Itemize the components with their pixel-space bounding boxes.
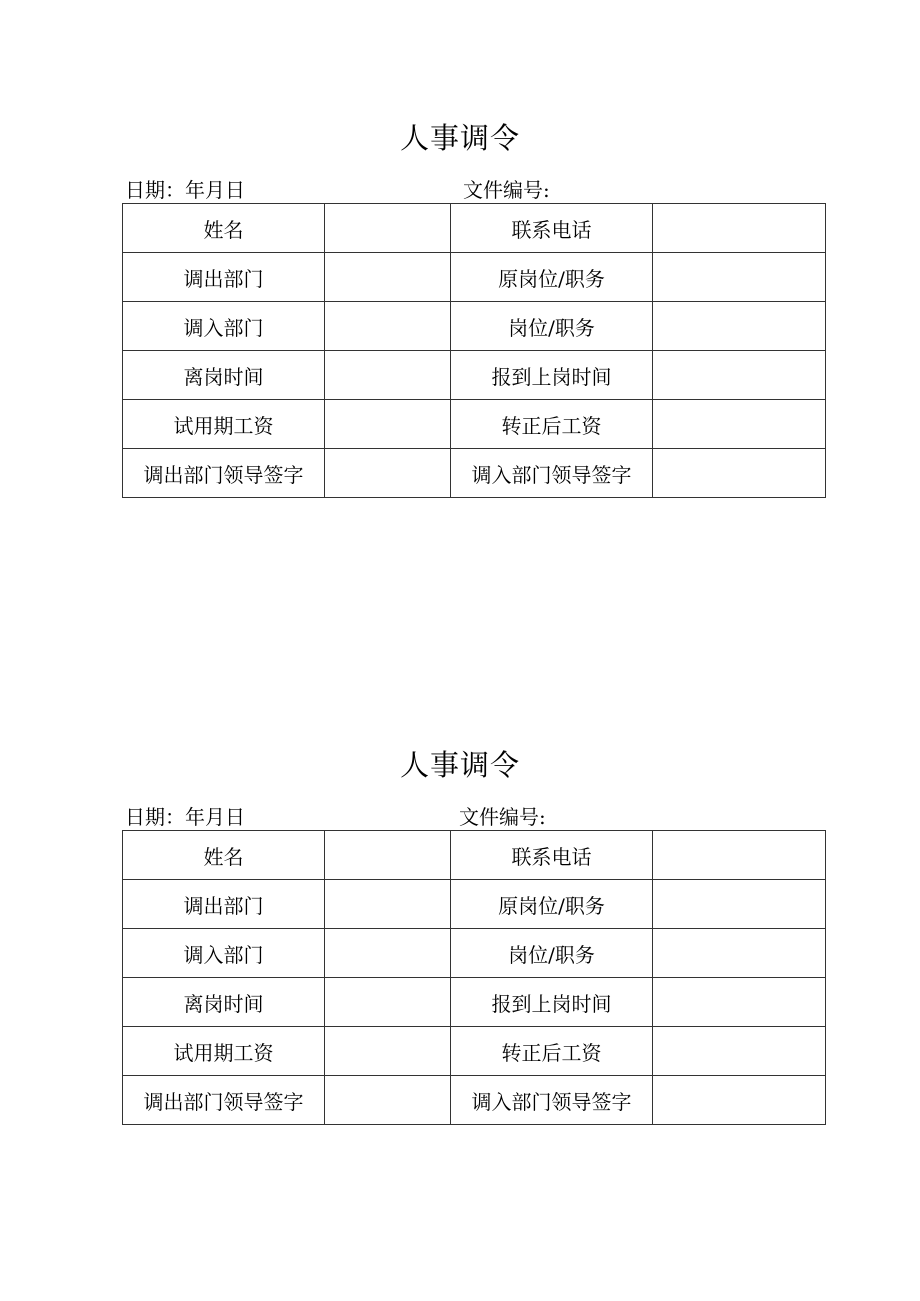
- to-leader-signature-field[interactable]: [653, 449, 826, 498]
- report-time-label: 报到上岗时间: [451, 351, 653, 400]
- original-position-label: 原岗位/职务: [451, 253, 653, 302]
- table-row: [123, 929, 826, 978]
- probation-salary-label: 试用期工资: [123, 400, 325, 449]
- regular-salary-label: 转正后工资: [451, 1027, 653, 1076]
- original-position-field[interactable]: [653, 253, 826, 302]
- to-department-label: 调入部门: [123, 302, 325, 351]
- table-row: [123, 351, 826, 400]
- document-number-label: 文件编号:: [459, 805, 546, 829]
- from-leader-signature-label: 调出部门领导签字: [123, 1076, 325, 1125]
- table-row: [123, 302, 826, 351]
- from-department-label: 调出部门: [123, 253, 325, 302]
- table-row: [123, 253, 826, 302]
- to-department-field[interactable]: [325, 302, 451, 351]
- from-department-label: 调出部门: [123, 880, 325, 929]
- name-field[interactable]: [325, 204, 451, 253]
- to-leader-signature-label: 调入部门领导签字: [451, 449, 653, 498]
- table-row: [123, 831, 826, 880]
- to-department-label: 调入部门: [123, 929, 325, 978]
- probation-salary-field[interactable]: [325, 400, 451, 449]
- probation-salary-field[interactable]: [325, 1027, 451, 1076]
- table-row: [123, 1076, 826, 1125]
- to-leader-signature-field[interactable]: [653, 1076, 826, 1125]
- document-number-label: 文件编号:: [463, 178, 550, 202]
- regular-salary-field[interactable]: [653, 1027, 826, 1076]
- transfer-table: [122, 830, 826, 1125]
- to-department-field[interactable]: [325, 929, 451, 978]
- original-position-label: 原岗位/职务: [451, 880, 653, 929]
- form-title: 人事调令: [399, 748, 520, 782]
- phone-label: 联系电话: [451, 831, 653, 880]
- leave-time-field[interactable]: [325, 351, 451, 400]
- to-leader-signature-label: 调入部门领导签字: [451, 1076, 653, 1125]
- transfer-table: [122, 203, 826, 498]
- name-label: 姓名: [123, 204, 325, 253]
- new-position-label: 岗位/职务: [451, 302, 653, 351]
- name-label: 姓名: [123, 831, 325, 880]
- regular-salary-field[interactable]: [653, 400, 826, 449]
- report-time-field[interactable]: [653, 978, 826, 1027]
- table-row: [123, 449, 826, 498]
- from-leader-signature-field[interactable]: [325, 449, 451, 498]
- regular-salary-label: 转正后工资: [451, 400, 653, 449]
- table-row: [123, 400, 826, 449]
- from-department-field[interactable]: [325, 253, 451, 302]
- new-position-field[interactable]: [653, 302, 826, 351]
- table-row: [123, 978, 826, 1027]
- probation-salary-label: 试用期工资: [123, 1027, 325, 1076]
- from-leader-signature-label: 调出部门领导签字: [123, 449, 325, 498]
- date-label: 日期：年月日: [125, 178, 245, 202]
- table-row: [123, 204, 826, 253]
- phone-field[interactable]: [653, 204, 826, 253]
- leave-time-label: 离岗时间: [123, 351, 325, 400]
- table-row: [123, 880, 826, 929]
- from-leader-signature-field[interactable]: [325, 1076, 451, 1125]
- new-position-field[interactable]: [653, 929, 826, 978]
- phone-label: 联系电话: [451, 204, 653, 253]
- leave-time-field[interactable]: [325, 978, 451, 1027]
- report-time-field[interactable]: [653, 351, 826, 400]
- date-label: 日期：年月日: [125, 805, 245, 829]
- leave-time-label: 离岗时间: [123, 978, 325, 1027]
- new-position-label: 岗位/职务: [451, 929, 653, 978]
- original-position-field[interactable]: [653, 880, 826, 929]
- form-title: 人事调令: [399, 121, 520, 155]
- phone-field[interactable]: [653, 831, 826, 880]
- table-row: [123, 1027, 826, 1076]
- from-department-field[interactable]: [325, 880, 451, 929]
- name-field[interactable]: [325, 831, 451, 880]
- report-time-label: 报到上岗时间: [451, 978, 653, 1027]
